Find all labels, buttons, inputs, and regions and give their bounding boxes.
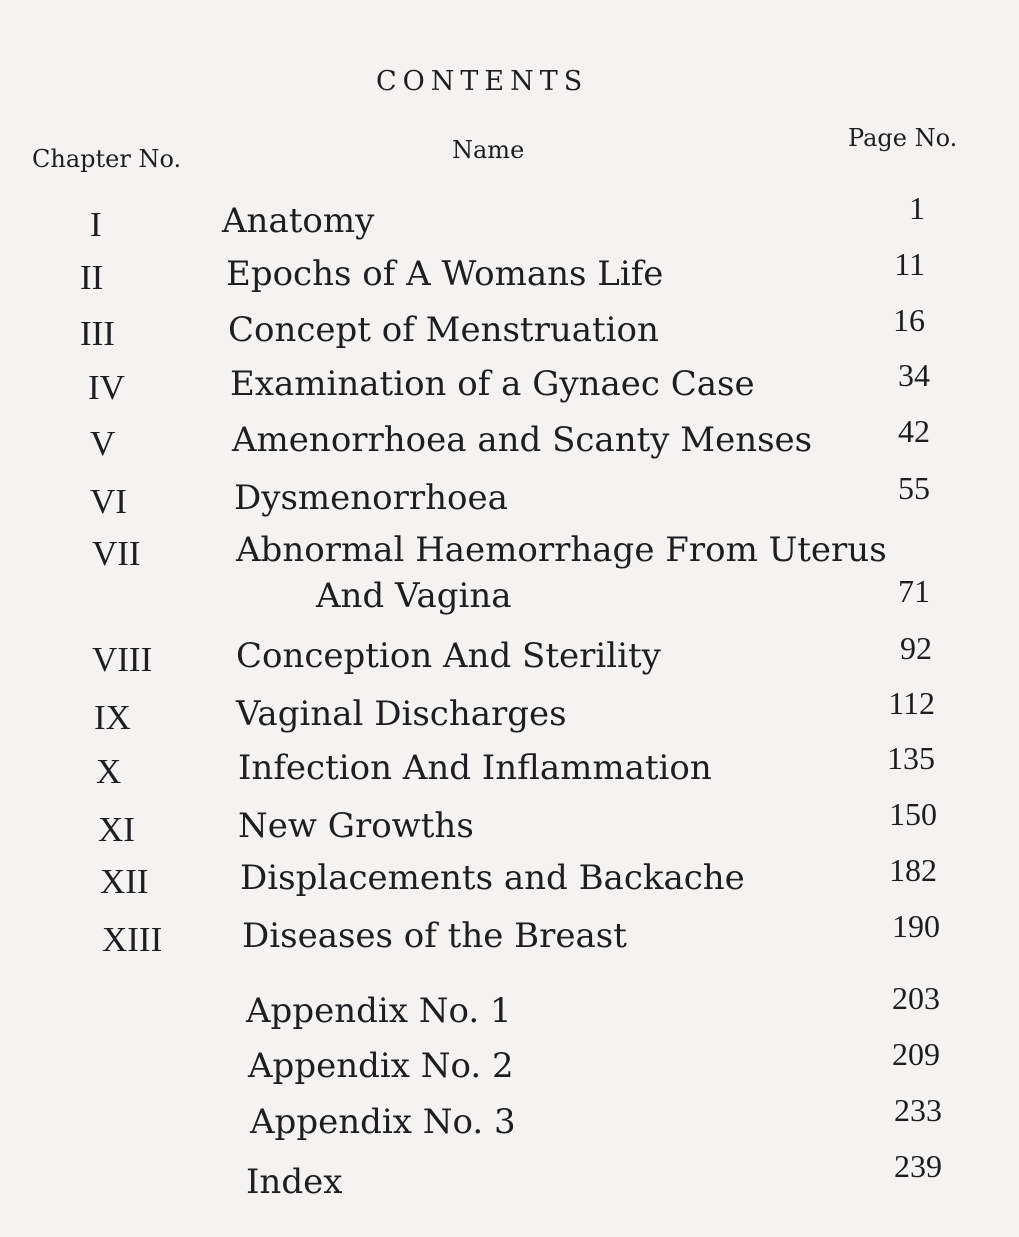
chapter-number: XII xyxy=(100,862,149,901)
page-number: 34 xyxy=(898,357,930,393)
page-number: 233 xyxy=(894,1092,942,1128)
chapter-number: II xyxy=(80,258,104,297)
chapter-number: VII xyxy=(92,534,141,573)
chapter-name xyxy=(250,1102,516,1142)
chapter-number: I xyxy=(90,205,102,244)
page-number: 1 xyxy=(909,190,925,226)
chapter-name-continuation: And Vagina xyxy=(316,576,512,616)
chapter-name xyxy=(234,478,508,518)
chapter-number: VI xyxy=(90,482,127,521)
chapter-name-line: Abnormal Haemorrhage From Uterus xyxy=(236,530,887,570)
page-number: 190 xyxy=(892,908,940,944)
chapter-name-line: New Growths xyxy=(238,806,474,846)
chapter-name-line: Index xyxy=(246,1162,343,1202)
chapter-column-header: Chapter No. xyxy=(32,145,182,173)
chapter-number: V xyxy=(90,424,116,463)
chapter-name xyxy=(238,748,712,788)
page-number: 55 xyxy=(898,470,930,506)
chapter-name-line: Appendix No. 3 xyxy=(250,1102,516,1142)
chapter-name xyxy=(230,364,755,404)
page-number: 150 xyxy=(889,796,937,832)
chapter-name-line: Dysmenorrhoea xyxy=(234,478,508,518)
page-number: 71 xyxy=(898,573,930,609)
chapter-name-line: Conception And Sterility xyxy=(236,636,661,676)
chapter-name xyxy=(246,991,512,1031)
chapter-name xyxy=(236,694,567,734)
chapter-name xyxy=(240,858,745,898)
chapter-name xyxy=(232,420,812,460)
chapter-name-line: Diseases of the Breast xyxy=(242,916,627,956)
chapter-name-line: Displacements and Backache xyxy=(240,858,745,898)
page-number: 182 xyxy=(889,852,937,888)
chapter-number: XI xyxy=(98,810,135,849)
chapter-number: X xyxy=(96,752,122,791)
chapter-name xyxy=(248,1046,514,1086)
chapter-name-line: Concept of Menstruation xyxy=(228,310,659,350)
chapter-name xyxy=(246,1162,342,1202)
chapter-name-line: Amenorrhoea and Scanty Menses xyxy=(232,420,813,460)
name-column-header: Name xyxy=(452,136,525,164)
chapter-name-line: Appendix No. 1 xyxy=(246,991,512,1031)
chapter-number: IV xyxy=(88,368,125,407)
chapter-name-line: Appendix No. 2 xyxy=(248,1046,514,1086)
chapter-name-line: Infection And Inflammation xyxy=(238,748,712,788)
chapter-name-line: Vaginal Discharges xyxy=(236,694,567,734)
chapter-name xyxy=(228,310,659,350)
chapter-number: XIII xyxy=(102,920,163,959)
chapter-name xyxy=(238,806,474,846)
chapter-number: III xyxy=(80,314,115,353)
page-title: CONTENTS xyxy=(376,66,589,97)
chapter-number: VIII xyxy=(92,640,153,679)
page-number: 239 xyxy=(894,1148,942,1184)
page-number: 42 xyxy=(898,413,930,449)
page-number: 16 xyxy=(893,302,925,338)
page-column-header: Page No. xyxy=(848,124,958,152)
chapter-name xyxy=(222,201,374,241)
page-number: 135 xyxy=(887,740,935,776)
chapter-name-line: Anatomy xyxy=(222,201,375,241)
chapter-number: IX xyxy=(94,698,131,737)
page-number: 11 xyxy=(894,246,925,282)
page-number: 112 xyxy=(888,685,935,721)
page-number: 209 xyxy=(892,1036,940,1072)
chapter-name xyxy=(242,916,627,956)
page-number: 92 xyxy=(900,630,932,666)
chapter-name xyxy=(226,254,663,294)
page-number: 203 xyxy=(892,980,940,1016)
chapter-name-line: Examination of a Gynaec Case xyxy=(230,364,755,404)
chapter-name xyxy=(236,530,887,616)
chapter-name-line: Epochs of A Womans Life xyxy=(226,254,664,294)
chapter-name xyxy=(236,636,661,676)
